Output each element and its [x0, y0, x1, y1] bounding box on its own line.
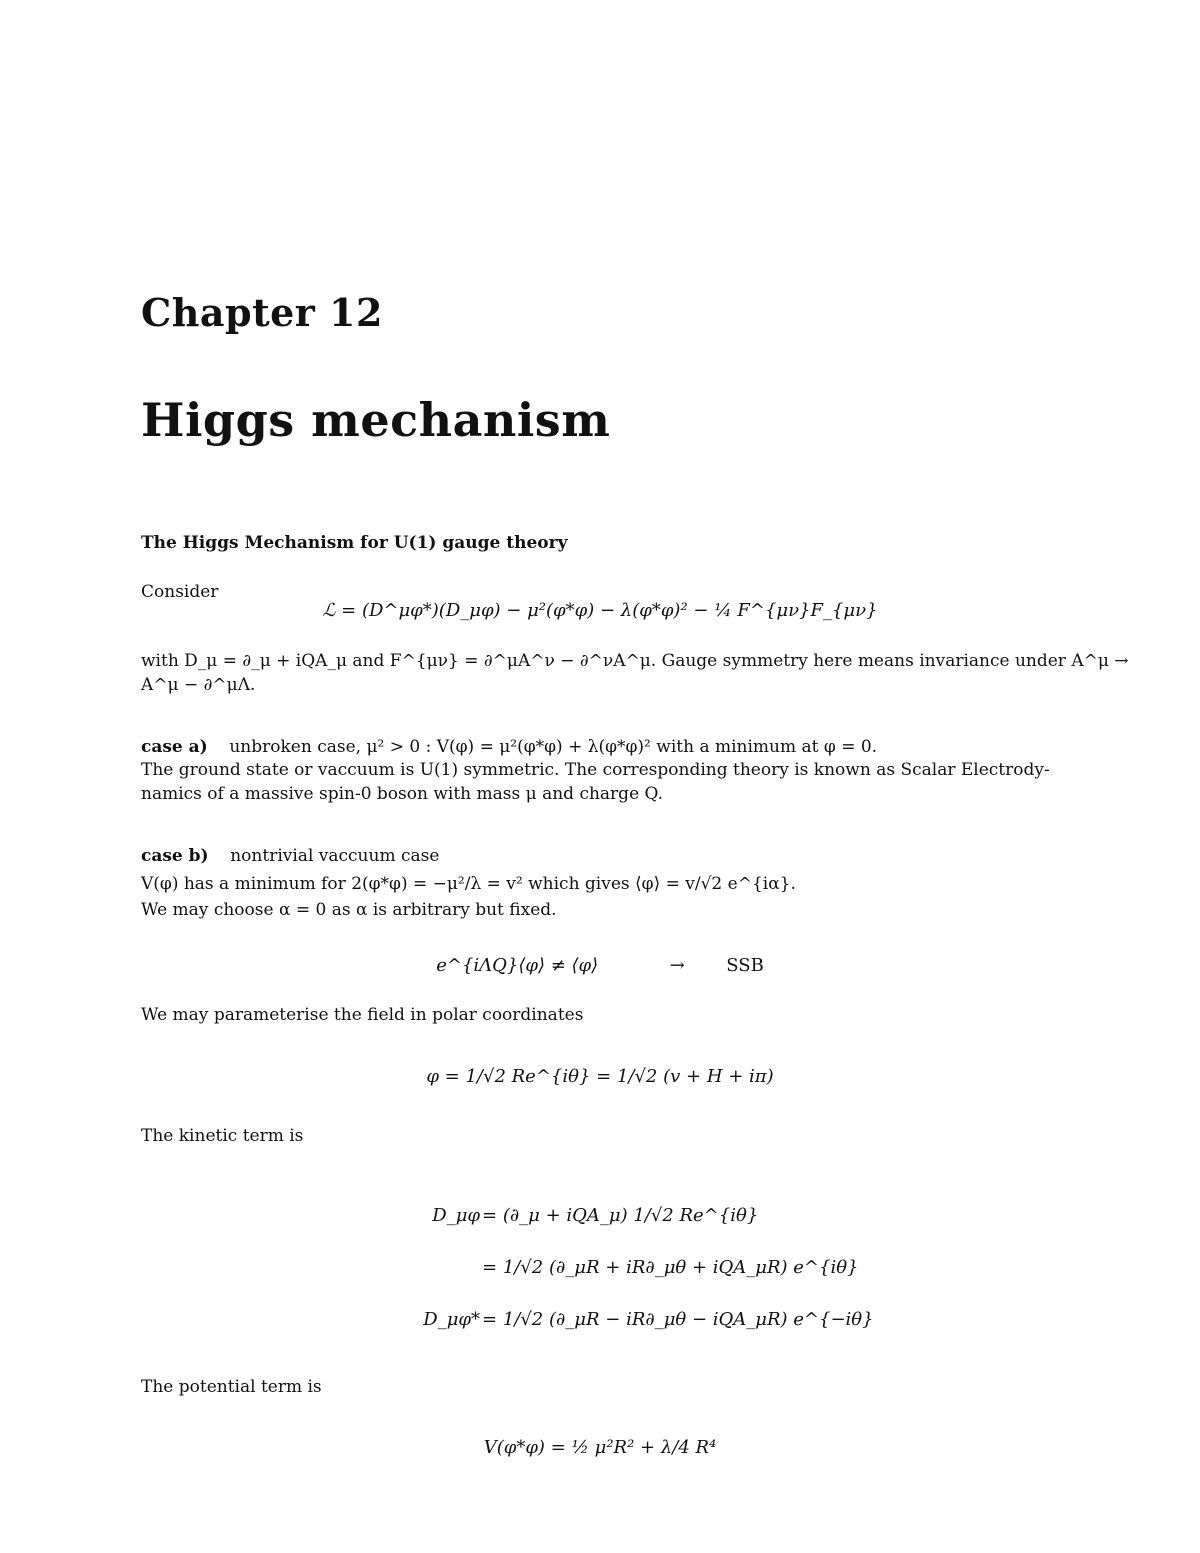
case-b-line-2: V(φ) has a minimum for 2(φ*φ) = −μ²/λ = v² which gives ⟨φ⟩ = v/√2 e^{iα}.: [141, 874, 796, 894]
case-b-label: case b): [141, 846, 209, 866]
kinetic-equations: D_μφ = (∂_μ + iQA_μ) 1/√2 Re^{iθ} = 1/√2 (∂_μR + iR∂_μθ + iQA_μR) e^{iθ} D_μφ* = 1/√2 (∂_μR − iR∂_μθ − iQA_μR) e^{−iθ}: [410, 1205, 910, 1345]
ssb-eq-text: e^{iΛQ}⟨φ⟩ ≠ ⟨φ⟩: [436, 955, 599, 976]
case-b-line: [141, 844, 439, 868]
kinetic-row-1-lhs: D_μφ: [432, 1205, 480, 1226]
case-b-line-3: We may choose α = 0 as α is arbitrary but fixed.: [141, 900, 557, 920]
chapter-title: Higgs mechanism: [141, 393, 611, 447]
potential-eq-text: V(φ*φ) = ½ μ²R² + λ/4 R⁴: [483, 1437, 717, 1458]
kinetic-row-2-rhs: 1/√2 (∂_μR + iR∂_μθ + iQA_μR) e^{iθ}: [502, 1257, 859, 1278]
polar-intro: We may parameterise the field in polar coordinates: [141, 1005, 584, 1025]
polar-eq-text: φ = 1/√2 Re^{iθ} = 1/√2 (v + H + iπ): [426, 1066, 774, 1087]
lagrangian-text: ℒ = (D^μφ*)(D_μφ) − μ²(φ*φ) − λ(φ*φ)² − ¼ F^{μν}F_{μν}: [322, 600, 878, 621]
case-a-line-3: namics of a massive spin-0 boson with mass μ and charge Q.: [141, 784, 664, 804]
ssb-label: SSB: [726, 955, 764, 976]
case-a-label: case a): [141, 737, 208, 757]
definition-line-2: A^μ − ∂^μΛ.: [141, 675, 256, 695]
consider-text: Consider: [141, 582, 219, 602]
chapter-label: Chapter 12: [141, 290, 383, 335]
potential-intro: The potential term is: [141, 1377, 322, 1397]
ssb-arrow: →: [669, 955, 685, 976]
section-heading: The Higgs Mechanism for U(1) gauge theory: [141, 533, 568, 553]
kinetic-row-1-rhs: (∂_μ + iQA_μ) 1/√2 Re^{iθ}: [502, 1205, 759, 1226]
kinetic-row-3-lhs: D_μφ*: [423, 1309, 480, 1330]
kinetic-row-3-rhs: 1/√2 (∂_μR − iR∂_μθ − iQA_μR) e^{−iθ}: [502, 1309, 874, 1330]
case-a-line-2: The ground state or vaccuum is U(1) symmetric. The corresponding theory is known as Scalar Electrody-: [141, 760, 1050, 780]
kinetic-intro: The kinetic term is: [141, 1126, 304, 1146]
case-b-text: nontrivial vaccuum case: [230, 846, 440, 866]
case-a-text: unbroken case, μ² > 0 : V(φ) = μ²(φ*φ) + λ(φ*φ)² with a minimum at φ = 0.: [229, 737, 878, 757]
definition-line-1: with D_μ = ∂_μ + iQA_μ and F^{μν} = ∂^μA^ν − ∂^νA^μ. Gauge symmetry here means invariance under A^μ →: [141, 651, 1129, 671]
potential-equation: [0, 1437, 1200, 1458]
case-a-line: [141, 735, 877, 759]
lagrangian-equation: [0, 600, 1200, 621]
ssb-equation: [0, 955, 1200, 976]
polar-equation: [0, 1066, 1200, 1087]
